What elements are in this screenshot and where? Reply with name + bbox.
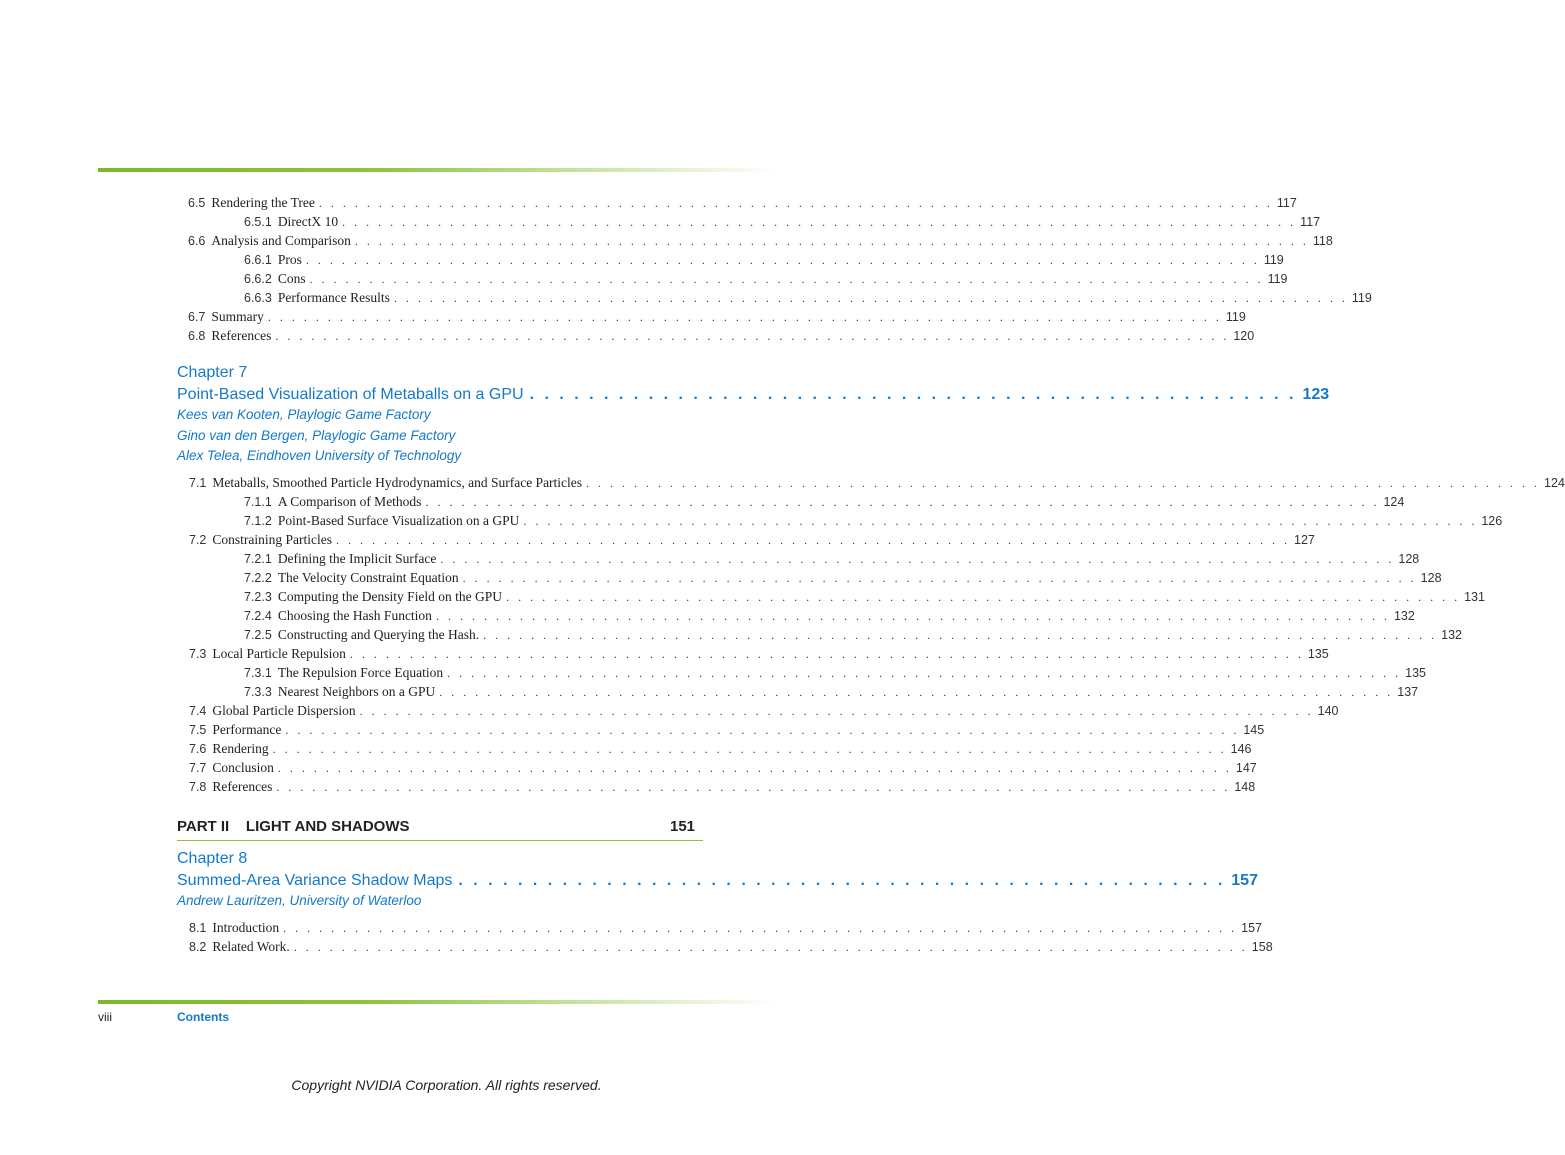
leader-dots: . . . . . . . . . . . . . . . . . . . . . . . . . . . . . . . . . . . . . . . . . . . . . . . . . . . . . . . . . . . . . . . . . . . . . . . . . . . . . . . .: [447, 666, 1402, 680]
toc-entry[interactable]: [244, 511, 1503, 531]
toc-entry-title: Constructing and Querying the Hash.: [277, 627, 480, 642]
toc-entry-page: 132: [1441, 628, 1463, 642]
leader-dots: . . . . . . . . . . . . . . . . . . . . . . . . . . . . . . . . . . . . . . . . . . . . . . . . . . . .: [458, 872, 1226, 889]
toc-entry-page: 119: [1263, 253, 1284, 267]
toc-entry-page: 157: [1241, 921, 1262, 935]
toc-entry[interactable]: [189, 918, 1262, 938]
toc-entry-number: 7.3: [189, 647, 207, 661]
toc-entry[interactable]: [244, 269, 1288, 289]
toc-entry-number: 8.2: [189, 940, 207, 954]
leader-dots: . . . . . . . . . . . . . . . . . . . . . . . . . . . . . . . . . . . . . . . . . . . . . . . . . . . . . . . . . . . . . . . . . . . . . . . . . . . . . . . .: [506, 590, 1461, 604]
toc-entry-title: A Comparison of Methods: [277, 494, 422, 509]
toc-entry[interactable]: [244, 549, 1420, 569]
toc-entry[interactable]: [189, 701, 1339, 721]
toc-entry[interactable]: [244, 625, 1463, 645]
toc-entry-title: Rendering: [212, 741, 269, 756]
toc-entry-number: 7.6: [189, 742, 207, 756]
toc-entry[interactable]: [244, 587, 1485, 607]
toc-entry-title: Cons: [277, 271, 306, 286]
toc-entry-number: 7.1: [189, 476, 207, 490]
toc-entry-page: 118: [1312, 234, 1333, 248]
toc-entry-page: 119: [1225, 310, 1246, 324]
toc-entry-title: Analysis and Comparison: [211, 233, 351, 248]
toc-entry-number: 7.1.2: [244, 514, 272, 528]
toc-entry-number: 7.3.3: [244, 685, 272, 699]
leader-dots: . . . . . . . . . . . . . . . . . . . . . . . . . . . . . . . . . . . . . . . . . . . . . . . . . . . . . . . . . . . . . . . . . . . . . . . . . . . . . . . .: [342, 215, 1297, 229]
toc-entry[interactable]: [244, 492, 1405, 512]
toc-entry[interactable]: [189, 720, 1265, 740]
toc-entry-number: 7.2.1: [244, 552, 272, 566]
toc-entry-number: 6.5: [188, 196, 206, 210]
toc-entry-title: Global Particle Dispersion: [212, 703, 356, 718]
toc-entry-page: 124: [1544, 476, 1565, 490]
leader-dots: . . . . . . . . . . . . . . . . . . . . . . . . . . . . . . . . . . . . . . . . . . . . . . . . . . . . . . . . . . . . . . . . . . . . . . . . . . . . . . . .: [349, 647, 1304, 661]
toc-entry-number: 7.4: [189, 704, 207, 718]
chapter8-label: Chapter 8: [177, 850, 248, 867]
copyright-notice: Copyright NVIDIA Corporation. All rights reserved.: [291, 1077, 602, 1093]
leader-dots: . . . . . . . . . . . . . . . . . . . . . . . . . . . . . . . . . . . . . . . . . . . . . . . . . . . . . . . . . . . . . . . . . . . . . . . . . . . . . . . .: [483, 628, 1438, 642]
chapter8-title: Summed-Area Variance Shadow Maps: [177, 872, 453, 889]
toc-entry[interactable]: [189, 758, 1257, 778]
chapter7-title: Point-Based Visualization of Metaballs on a GPU: [177, 386, 524, 403]
toc-entry-title: Rendering the Tree: [211, 195, 315, 210]
toc-entry-page: 119: [1267, 272, 1288, 286]
leader-dots: . . . . . . . . . . . . . . . . . . . . . . . . . . . . . . . . . . . . . . . . . . . . . . . . . . . . . . . . . . . . . . . . . . . . . . . . . . . . . . . .: [439, 685, 1394, 699]
toc-entry-page: 117: [1276, 196, 1297, 210]
toc-entry-title: DirectX 10: [277, 214, 339, 229]
toc-entry-title: Computing the Density Field on the GPU: [277, 589, 503, 604]
toc-entry-number: 7.2.4: [244, 609, 272, 623]
toc-entry-page: 117: [1300, 215, 1321, 229]
leader-dots: . . . . . . . . . . . . . . . . . . . . . . . . . . . . . . . . . . . . . . . . . . . . . . . . . . . . . . . . . . . . . . . . . . . . . . . . . . . . . . . .: [293, 940, 1248, 954]
toc-entry-page: 128: [1420, 571, 1442, 585]
toc-entry-title: References: [212, 779, 273, 794]
toc-entry-page: 132: [1393, 609, 1415, 623]
leader-dots: . . . . . . . . . . . . . . . . . . . . . . . . . . . . . . . . . . . . . . . . . . . . . . . . . . . . . . . . . . . . . . . . . . . . . . . . . . . . . . . .: [277, 761, 1232, 775]
chapter7-label: Chapter 7: [177, 364, 248, 381]
toc-entry-number: 6.6.3: [244, 291, 272, 305]
toc-entry[interactable]: [244, 212, 1321, 232]
toc-entry-title: Performance: [212, 722, 282, 737]
toc-entry-page: 137: [1397, 685, 1419, 699]
toc-entry-number: 7.2: [189, 533, 207, 547]
toc-entry-number: 6.8: [188, 329, 206, 343]
toc-entry[interactable]: [189, 739, 1252, 759]
bottom-rule: [98, 1000, 778, 1004]
leader-dots: . . . . . . . . . . . . . . . . . . . . . . . . . . . . . . . . . . . . . . . . . . . . . . . . . . . . . . . . . . . . . . . . . . . . . . . . . . . . . . . .: [336, 533, 1290, 547]
leader-dots: . . . . . . . . . . . . . . . . . . . . . . . . . . . . . . . . . . . . . . . . . . . . . . . . . . . . . . . . . . . . . . . . . . . . . . . . . . . . . . . .: [272, 742, 1227, 756]
part2-label: PART II: [177, 818, 230, 835]
leader-dots: . . . . . . . . . . . . . . . . . . . . . . . . . . . . . . . . . . . . . . . . . . . . . . . . . . . . . . . . . . . . . . . . . . . . . . . . . . . . . . . .: [440, 552, 1395, 566]
leader-dots: . . . . . . . . . . . . . . . . . . . . . . . . . . . . . . . . . . . . . . . . . . . . . . . . . . . . . . . . . . . . . . . . . . . . . . . . . . . . . . . .: [393, 291, 1348, 305]
toc-entry-page: 135: [1405, 666, 1427, 680]
toc-entry-page: 131: [1464, 590, 1485, 604]
leader-dots: . . . . . . . . . . . . . . . . . . . . . . . . . . . . . . . . . . . . . . . . . . . . . . . . . . . . . . . . . . . . . . . . . . . . . . . . . . . . . . . .: [305, 253, 1260, 267]
toc-entry-number: 7.2.5: [244, 628, 272, 642]
toc-entry-title: Choosing the Hash Function: [277, 608, 432, 623]
toc-entry[interactable]: [188, 307, 1246, 327]
toc-entry-title: Related Work.: [212, 939, 290, 954]
toc-entry-title: Nearest Neighbors on a GPU: [277, 684, 436, 699]
leader-dots: . . . . . . . . . . . . . . . . . . . . . . . . . . . . . . . . . . . . . . . . . . . . . . . . . . . . . . . . . . . . . . . . . . . . . . . . . . . . . . . .: [283, 921, 1238, 935]
toc-entry-page: 128: [1398, 552, 1420, 566]
leader-dots: . . . . . . . . . . . . . . . . . . . . . . . . . . . . . . . . . . . . . . . . . . . . . . . . . . . . . . . . . . . . . . . . . . . . . . . . . . . . . . . .: [267, 310, 1222, 324]
chapter7-page: 123: [1302, 386, 1330, 403]
toc-entry-number: 6.7: [188, 310, 206, 324]
toc-entry-page: 158: [1251, 940, 1273, 954]
toc-entry-title: Local Particle Repulsion: [212, 646, 346, 661]
part2-page: 151: [670, 818, 696, 835]
toc-entry-page: 124: [1383, 495, 1405, 509]
leader-dots: . . . . . . . . . . . . . . . . . . . . . . . . . . . . . . . . . . . . . . . . . . . . . . . . . . . . . . . . . . . . . . . . . . . . . . . . . . . . . . . .: [359, 704, 1314, 718]
toc-entry-title: Summary: [211, 309, 264, 324]
toc-entry[interactable]: [188, 193, 1297, 213]
toc-entry-number: 7.2.2: [244, 571, 272, 585]
toc-entry[interactable]: [244, 250, 1284, 270]
toc-entry-title: Point-Based Surface Visualization on a GPU: [277, 513, 520, 528]
part2-heading[interactable]: [177, 818, 703, 841]
toc-entry-page: 119: [1351, 291, 1372, 305]
toc-entry[interactable]: [244, 606, 1415, 626]
toc-entry-number: 6.6: [188, 234, 206, 248]
toc-entry-title: Introduction: [212, 920, 280, 935]
toc-entry[interactable]: [244, 288, 1372, 308]
toc-entry-number: 7.1.1: [244, 495, 272, 509]
toc-entry-title: Constraining Particles: [212, 532, 332, 547]
toc-entry-title: Conclusion: [212, 760, 274, 775]
leader-dots: . . . . . . . . . . . . . . . . . . . . . . . . . . . . . . . . . . . . . . . . . . . . . . . . . . . . . . . . . . . . . . . . . . . . . . . . . . . . . . . .: [309, 272, 1264, 286]
leader-dots: . . . . . . . . . . . . . . . . . . . . . . . . . . . . . . . . . . . . . . . . . . . . . . . . . . . . . . . . . . . . . . . . . . . . . . . . . . . . . . . .: [275, 329, 1230, 343]
leader-dots: . . . . . . . . . . . . . . . . . . . . . . . . . . . . . . . . . . . . . . . . . . . . . . . . . . . . . . . . . . . . . . . . . . . . . . . . . . . . . . . .: [354, 234, 1309, 248]
toc-entry-number: 7.2.3: [244, 590, 272, 604]
toc-entry[interactable]: [188, 326, 1255, 346]
leader-dots: . . . . . . . . . . . . . . . . . . . . . . . . . . . . . . . . . . . . . . . . . . . . . . . . . . . . . . . . . . . . . . . . . . . . . . . . . . . . . . . .: [285, 723, 1240, 737]
toc-entry-title: The Velocity Constraint Equation: [277, 570, 459, 585]
toc-entry-number: 6.6.2: [244, 272, 272, 286]
chapter-author: Kees van Kooten, Playlogic Game Factory: [177, 407, 431, 422]
toc-entry-page: 140: [1317, 704, 1339, 718]
toc-entry-page: 147: [1235, 761, 1257, 775]
toc-entry[interactable]: [188, 231, 1333, 251]
chapter-author: Gino van den Bergen, Playlogic Game Factory: [177, 427, 456, 443]
toc-entry[interactable]: [244, 663, 1427, 683]
toc-entry-page: 146: [1230, 742, 1252, 756]
toc-entry[interactable]: [189, 937, 1273, 957]
toc-entry-title: Performance Results: [277, 290, 390, 305]
toc-entry-page: 135: [1307, 647, 1329, 661]
toc-entry[interactable]: [244, 682, 1419, 702]
toc-entry[interactable]: [189, 777, 1256, 797]
toc-entry-page: 120: [1233, 329, 1255, 343]
toc-entry[interactable]: [244, 568, 1442, 588]
toc-entry-title: References: [211, 328, 272, 343]
chapter-author: Alex Telea, Eindhoven University of Technology: [177, 448, 462, 463]
leader-dots: . . . . . . . . . . . . . . . . . . . . . . . . . . . . . . . . . . . . . . . . . . . . . . . . . . . . . . . . . . . . . . . . . . . . . . . . . . . . . . . .: [425, 495, 1380, 509]
chapter7-title-row[interactable]: [177, 386, 1330, 404]
toc-entry-title: Defining the Implicit Surface: [277, 551, 437, 566]
part2-label-row: [177, 818, 410, 835]
leader-dots: . . . . . . . . . . . . . . . . . . . . . . . . . . . . . . . . . . . . . . . . . . . . . . . . . . . . . . . . . . . . . . . . . . . . . . . . . . . . . . . .: [318, 196, 1273, 210]
toc-entry-title: Metaballs, Smoothed Particle Hydrodynamics, and Surface Particles: [212, 475, 583, 490]
toc-entry-number: 8.1: [189, 921, 207, 935]
toc-entry-number: 7.3.1: [244, 666, 272, 680]
chapter8-title-row[interactable]: [177, 872, 1258, 890]
leader-dots: . . . . . . . . . . . . . . . . . . . . . . . . . . . . . . . . . . . . . . . . . . . . . . . . . . . .: [529, 386, 1297, 403]
leader-dots: . . . . . . . . . . . . . . . . . . . . . . . . . . . . . . . . . . . . . . . . . . . . . . . . . . . . . . . . . . . . . . . . . . . . . . . . . . . . . . . .: [586, 476, 1541, 490]
toc-entry[interactable]: [189, 644, 1329, 664]
toc-entry-number: 7.7: [189, 761, 207, 775]
part2-title: LIGHT AND SHADOWS: [245, 818, 410, 835]
toc-entry-page: 126: [1481, 514, 1503, 528]
toc-entry-number: 6.6.1: [244, 253, 272, 267]
toc-entry-page: 145: [1243, 723, 1265, 737]
toc-entry-number: 7.5: [189, 723, 207, 737]
chapter8-page: 157: [1231, 872, 1258, 889]
toc-entry-title: The Repulsion Force Equation: [277, 665, 444, 680]
toc-entry-title: Pros: [277, 252, 302, 267]
toc-entry-page: 127: [1294, 533, 1315, 547]
toc-entry[interactable]: [189, 530, 1315, 550]
toc-entry-number: 6.5.1: [244, 215, 272, 229]
leader-dots: . . . . . . . . . . . . . . . . . . . . . . . . . . . . . . . . . . . . . . . . . . . . . . . . . . . . . . . . . . . . . . . . . . . . . . . . . . . . . . . .: [462, 571, 1417, 585]
leader-dots: . . . . . . . . . . . . . . . . . . . . . . . . . . . . . . . . . . . . . . . . . . . . . . . . . . . . . . . . . . . . . . . . . . . . . . . . . . . . . . . .: [276, 780, 1231, 794]
toc-entry-number: 7.8: [189, 780, 207, 794]
leader-dots: . . . . . . . . . . . . . . . . . . . . . . . . . . . . . . . . . . . . . . . . . . . . . . . . . . . . . . . . . . . . . . . . . . . . . . . . . . . . . . . .: [435, 609, 1390, 623]
top-rule: [98, 168, 778, 172]
chapter-author: Andrew Lauritzen, University of Waterloo: [177, 893, 422, 908]
footer-page-number: viii: [98, 1010, 112, 1024]
toc-entry[interactable]: [189, 473, 1565, 493]
footer-section-name: Contents: [177, 1010, 229, 1024]
leader-dots: . . . . . . . . . . . . . . . . . . . . . . . . . . . . . . . . . . . . . . . . . . . . . . . . . . . . . . . . . . . . . . . . . . . . . . . . . . . . . . . .: [523, 514, 1478, 528]
toc-entry-page: 148: [1234, 780, 1256, 794]
